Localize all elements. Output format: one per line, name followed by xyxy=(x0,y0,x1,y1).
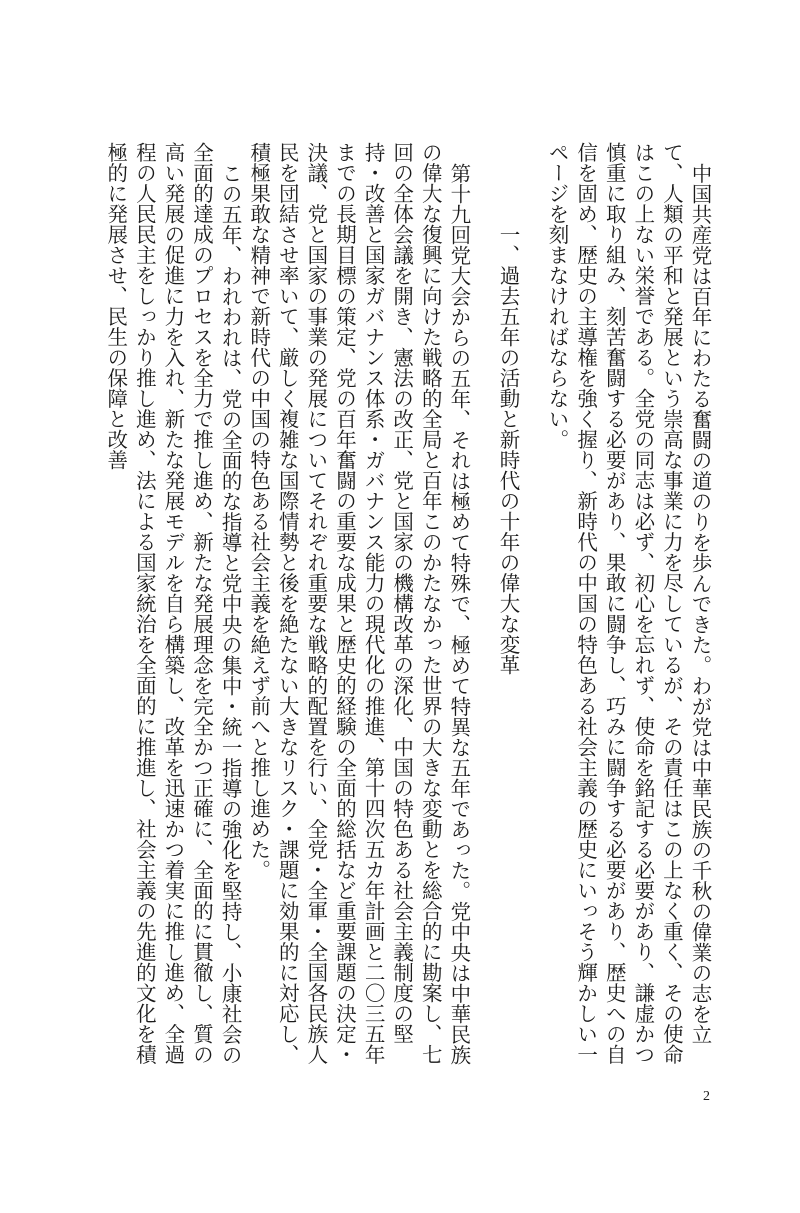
page-number: 2 xyxy=(703,1089,710,1104)
paragraph-achievements: この五年、われわれは、党の全面的な指導と党中央の集中・統一指導の強化を堅持し、小康社会の全面的達成のプロセスを全力で推し進め、新たな発展理念を完全かつ正確に、全面的に貫徹し、質の高い発展の促進に力を入れ、新たな発展モデルを自ら構築し、改革を迅速かつ着実に推し進め、全過程の人民民主をしっかり推し進め、法による国家統治を全面的に推進し、社会主義の先進的文化を積極的に発展させ、民生の保障と改善 xyxy=(103,142,243,1065)
paragraph-intro: 中国共産党は百年にわたる奮闘の道のりを歩んできた。わが党は中華民族の千秋の偉業の志を立て、人類の平和と発展という崇高な事業に力を尽しているが、その責任はこの上なく重く、その使命はこの上ない栄誉である。全党の同志は必ず、初心を忘れず、使命を銘記する必要があり、謙虚かつ慎重に取り組み、刻苦奮闘する必要があり、果敢に闘争し、巧みに闘争する必要があり、歴史への自信を固め、歴史の主導権を強く握り、新時代の中国の特色ある社会主義の歴史にいっそう輝かしい一ページを刻まなければならない。 xyxy=(545,142,712,1065)
paragraph-past-five-years: 第十九回党大会からの五年、それは極めて特殊で、極めて特異な五年であった。党中央は中華民族の偉大な復興に向けた戦略的全局と百年このかたなかった世界の大きな変動とを総合的に勘案し、七回の全体会議を開き、憲法の改正、党と国家の機構改革の深化、中国の特色ある社会主義制度の堅持・改善と国家ガバナンス体系・ガバナンス能力の現代化の推進、第十四次五カ年計画と二〇三五年までの長期目標の策定、党の百年奮闘の重要な成果と歴史的経験の全面的総括など重要課題の決定・決議、党と国家の事業の発展についてそれぞれ重要な戦略的配置を行い、全党・全軍・全国各民族人民を団結させ率いて、厳しく複雑な国際情勢と後を絶たない大きなリスク・課題に効果的に対応し、積極果敢な精神で新時代の中国の特色ある社会主義を絶えず前へと推し進めた。 xyxy=(246,142,471,1065)
vertical-text-body xyxy=(103,142,714,1082)
section-heading: 一、過去五年の活動と新時代の十年の偉大な変革 xyxy=(495,224,520,675)
